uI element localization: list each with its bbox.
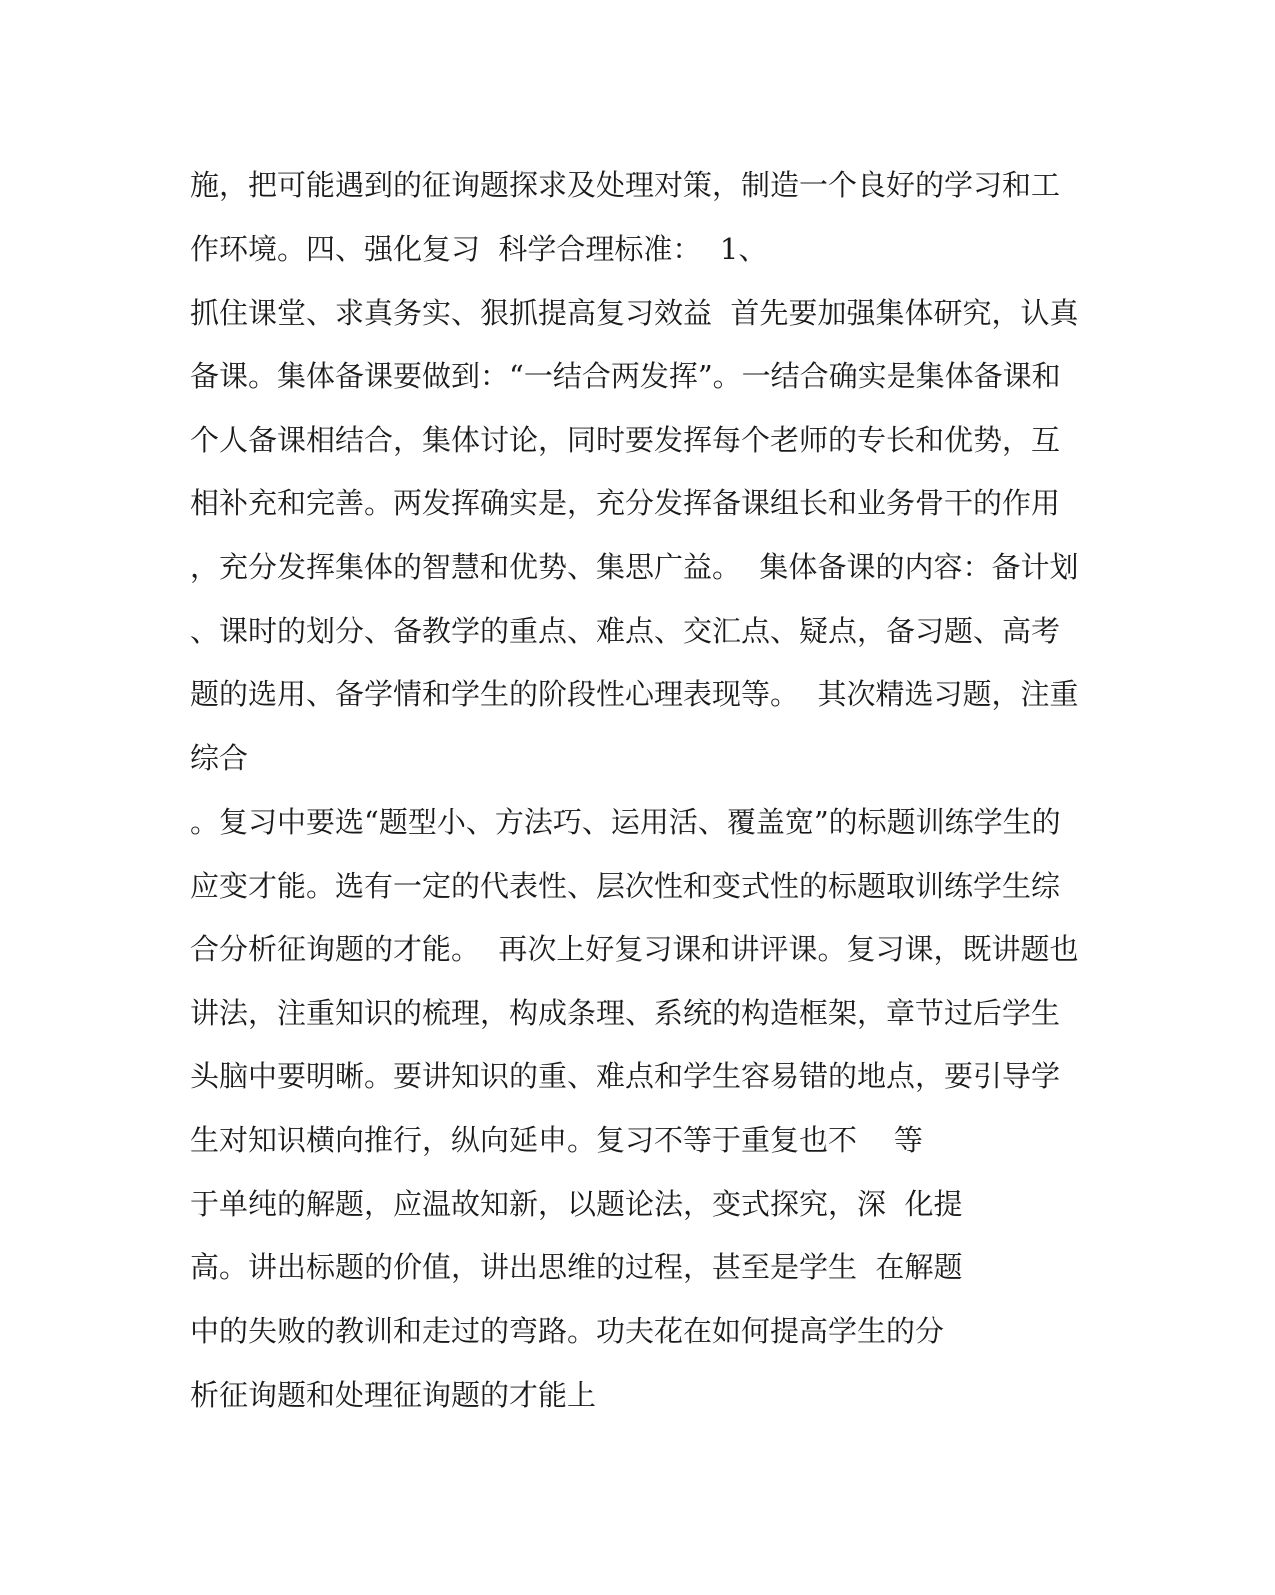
text-line: ，充分发挥集体的智慧和优势、集思广益。 集体备课的内容：备计划 [190, 550, 1079, 584]
text-line: 施，把可能遇到的征询题探求及处理对策，制造一个良好的学习和工 [190, 168, 1061, 202]
text-line: 合分析征询题的才能。 再次上好复习课和讲评课。复习课，既讲题也 [190, 932, 1079, 966]
text-line: 题的选用、备学情和学生的阶段性心理表现等。 其次精选习题，注重 [190, 677, 1079, 711]
text-line: 生对知识横向推行，纵向延申。复习不等于重复也不 等 [190, 1123, 923, 1157]
text-line: 备课。集体备课要做到：“一结合两发挥”。一结合确实是集体备课和 [190, 359, 1061, 393]
text-line: 应变才能。选有一定的代表性、层次性和变式性的标题取训练学生综 [190, 869, 1061, 903]
text-line: 于单纯的解题，应温故知新，以题论法，变式探究，深 化提 [190, 1187, 963, 1221]
text-line: 析征询题和处理征询题的才能上 [190, 1378, 597, 1412]
text-line: 综合 [190, 741, 249, 775]
text-line: 讲法，注重知识的梳理，构成条理、系统的构造框架，章节过后学生 [190, 996, 1061, 1030]
text-line: 高。讲出标题的价值，讲出思维的过程，甚至是学生 在解题 [190, 1250, 963, 1284]
text-line: 相补充和完善。两发挥确实是，充分发挥备课组长和业务骨干的作用 [190, 486, 1061, 520]
text-line: 抓住课堂、求真务实、狠抓提高复习效益 首先要加强集体研究，认真 [190, 296, 1079, 330]
text-line: 、课时的划分、备教学的重点、难点、交汇点、疑点，备习题、高考 [190, 614, 1061, 648]
text-line: 作环境。四、强化复习 科学合理标准： 1、 [190, 232, 768, 266]
text-line: 头脑中要明晰。要讲知识的重、难点和学生容易错的地点，要引导学 [190, 1059, 1061, 1093]
text-line: 个人备课相结合，集体讨论，同时要发挥每个老师的专长和优势，互 [190, 423, 1061, 457]
text-line: 中的失败的教训和走过的弯路。功夫花在如何提高学生的分 [190, 1314, 945, 1348]
text-line: 。复习中要选“题型小、方法巧、运用活、覆盖宽”的标题训练学生的 [190, 805, 1061, 839]
